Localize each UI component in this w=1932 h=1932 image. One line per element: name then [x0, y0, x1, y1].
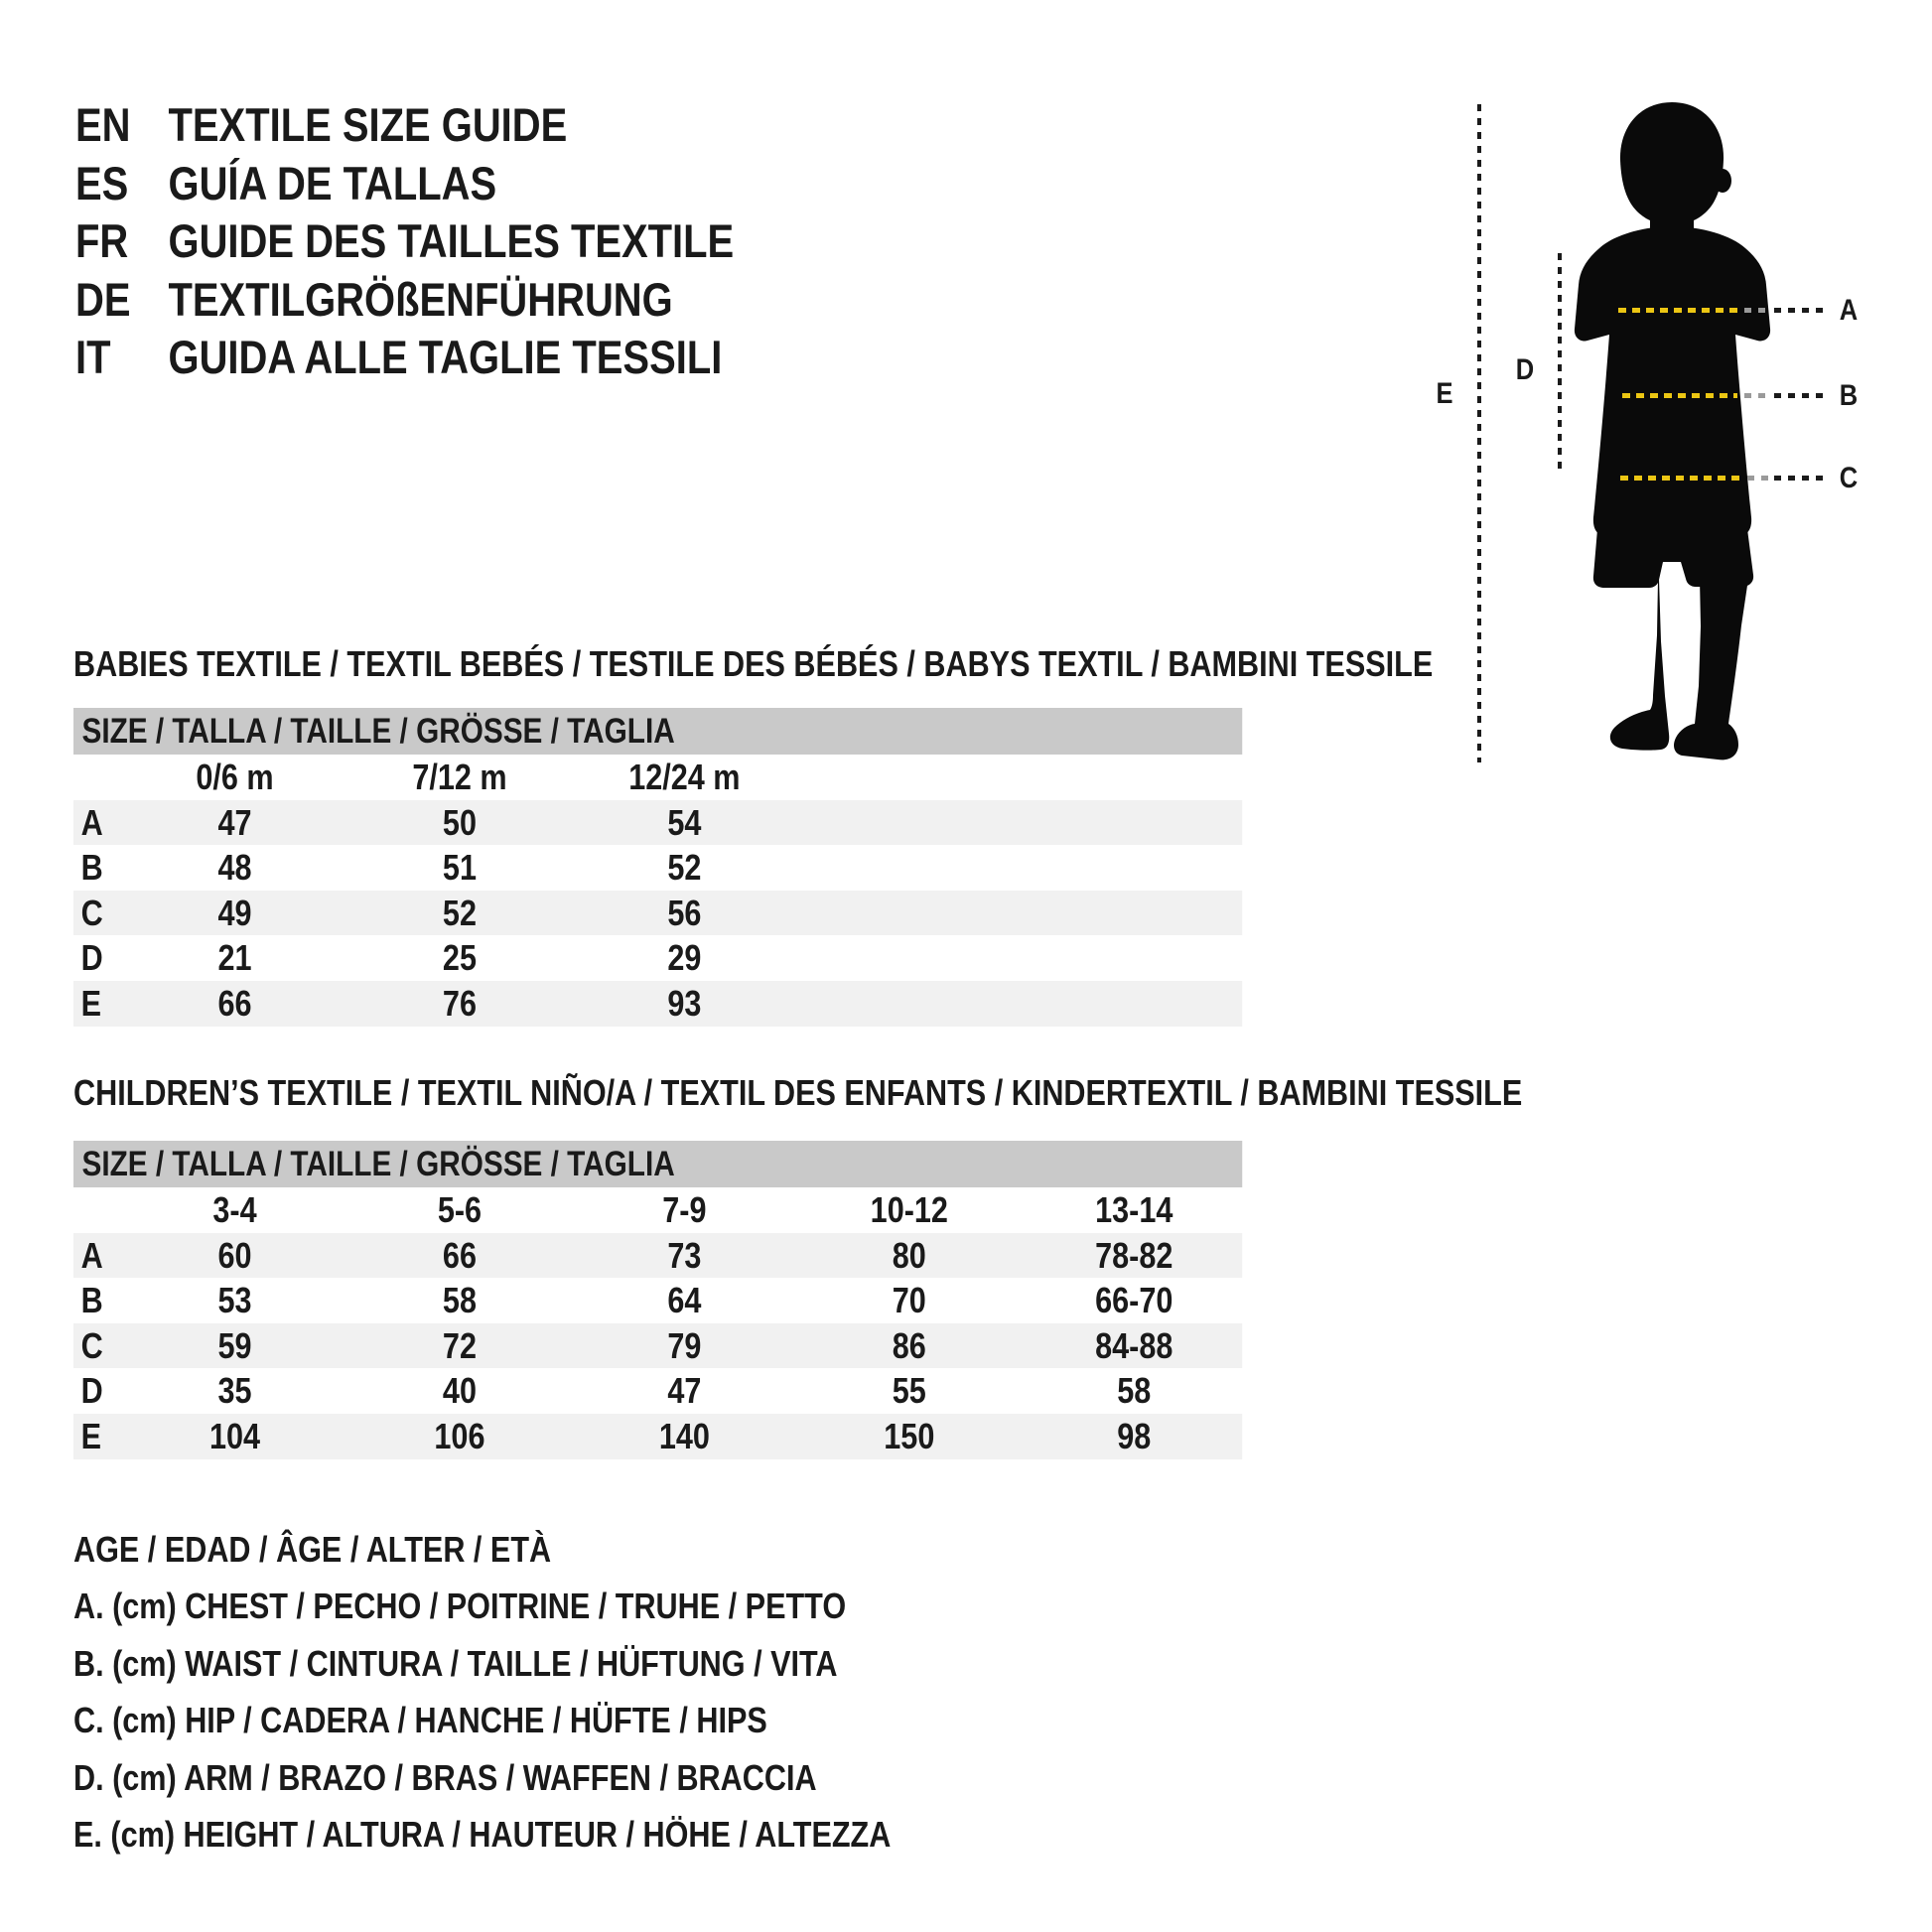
table-cell: 49 — [217, 892, 252, 933]
language-title: TEXTILGRÖßENFÜHRUNG — [168, 272, 673, 326]
legend-age: AGE / EDAD / ÂGE / ALTER / ETÀ — [73, 1529, 552, 1570]
row-label: E — [80, 982, 102, 1024]
children-table-title: CHILDREN’S TEXTILE / TEXTIL NIÑO/A / TEXTIL DES ENFANTS / KINDERTEXTIL / BAMBINI TESSILE — [73, 1072, 1523, 1113]
table-cell: 25 — [442, 937, 477, 979]
language-row-es — [75, 155, 734, 213]
children-size-header-bar: SIZE / TALLA / TAILLE / GRÖSSE / TAGLIA — [73, 1141, 1242, 1187]
language-code: DE — [75, 272, 131, 326]
children-column-header-row — [73, 1187, 1242, 1233]
column-header: 7-9 — [662, 1189, 707, 1230]
table-cell: 59 — [217, 1324, 252, 1366]
chest-line-yellow-dashes — [1618, 308, 1740, 313]
empty-corner-cell — [73, 755, 122, 800]
table-row — [73, 1323, 1242, 1369]
figure-label-a: A — [1839, 294, 1859, 327]
babies-column-header-row — [73, 755, 1242, 800]
row-label: D — [80, 937, 103, 979]
measurement-legend — [73, 1521, 891, 1863]
table-cell: 52 — [442, 892, 477, 933]
column-header: 3-4 — [212, 1189, 257, 1230]
language-row-it — [75, 329, 734, 387]
table-cell: 78-82 — [1095, 1234, 1173, 1276]
column-header: 0/6 m — [196, 757, 274, 797]
column-header: 5-6 — [437, 1189, 483, 1230]
table-row — [73, 1233, 1242, 1279]
height-measure-dotted-line-e — [1477, 104, 1481, 762]
table-row — [73, 935, 1242, 981]
legend-arm: D. (cm) ARM / BRAZO / BRAS / WAFFEN / BRACCIA — [73, 1756, 817, 1798]
row-label: A — [80, 801, 103, 843]
chest-line-black-dashes — [1774, 308, 1824, 313]
column-header: 12/24 m — [628, 757, 741, 797]
table-cell: 72 — [442, 1324, 477, 1366]
babies-size-table — [73, 643, 1434, 1027]
table-cell: 64 — [667, 1280, 702, 1321]
table-cell: 70 — [892, 1280, 926, 1321]
table-cell: 106 — [434, 1415, 485, 1456]
table-cell: 52 — [667, 847, 702, 889]
table-row — [73, 1368, 1242, 1414]
table-row — [73, 981, 1242, 1027]
waist-line-gray-dashes — [1744, 393, 1770, 398]
legend-hip: C. (cm) HIP / CADERA / HANCHE / HÜFTE / HIPS — [73, 1700, 767, 1741]
babies-table-title: BABIES TEXTILE / TEXTIL BEBÉS / TESTILE DES BÉBÉS / BABYS TEXTIL / BAMBINI TESSILE — [73, 643, 1434, 684]
hip-line-gray-dashes — [1747, 476, 1771, 481]
legend-waist: B. (cm) WAIST / CINTURA / TAILLE / HÜFTUNG / VITA — [73, 1642, 838, 1684]
waist-line-yellow-dashes — [1622, 393, 1737, 398]
waist-line-black-dashes — [1774, 393, 1824, 398]
row-label: D — [80, 1370, 103, 1412]
table-cell: 98 — [1117, 1415, 1152, 1456]
table-cell: 66-70 — [1095, 1280, 1173, 1321]
table-cell: 35 — [217, 1370, 252, 1412]
row-label: E — [80, 1415, 102, 1456]
row-label: B — [80, 847, 103, 889]
table-cell: 79 — [667, 1324, 702, 1366]
table-cell: 55 — [892, 1370, 926, 1412]
table-cell: 66 — [442, 1234, 477, 1276]
language-code: EN — [75, 98, 131, 151]
hip-line-black-dashes — [1774, 476, 1824, 481]
language-title: TEXTILE SIZE GUIDE — [168, 98, 568, 151]
chest-line-gray-dashes — [1744, 308, 1770, 313]
figure-label-d: D — [1515, 353, 1535, 386]
table-cell: 21 — [217, 937, 252, 979]
column-header: 7/12 m — [412, 757, 507, 797]
table-cell: 66 — [217, 982, 252, 1024]
empty-corner-cell — [73, 1187, 122, 1233]
table-row — [73, 1414, 1242, 1459]
row-label: A — [80, 1234, 103, 1276]
table-cell: 84-88 — [1095, 1324, 1173, 1366]
child-silhouette-icon — [1554, 99, 1792, 774]
row-label: C — [80, 892, 103, 933]
table-cell: 58 — [1117, 1370, 1152, 1412]
table-cell: 60 — [217, 1234, 252, 1276]
table-cell: 50 — [442, 801, 477, 843]
language-title: GUÍA DE TALLAS — [168, 156, 497, 209]
table-cell: 58 — [442, 1280, 477, 1321]
table-cell: 104 — [208, 1415, 261, 1456]
column-header: 13-14 — [1095, 1189, 1173, 1230]
table-cell: 93 — [667, 982, 702, 1024]
table-cell: 48 — [217, 847, 252, 889]
table-row — [73, 891, 1242, 936]
table-cell: 140 — [658, 1415, 710, 1456]
language-title: GUIDE DES TAILLES TEXTILE — [168, 214, 735, 267]
table-cell: 47 — [217, 801, 252, 843]
figure-label-e: E — [1436, 377, 1453, 410]
table-cell: 54 — [667, 801, 702, 843]
language-title: GUIDA ALLE TAGLIE TESSILI — [168, 331, 723, 383]
language-code: FR — [75, 214, 129, 267]
table-row — [73, 845, 1242, 891]
language-title-list — [75, 96, 734, 387]
table-row — [73, 1278, 1242, 1323]
column-header: 10-12 — [870, 1189, 948, 1230]
table-cell: 76 — [442, 982, 477, 1024]
table-row — [73, 800, 1242, 846]
table-cell: 56 — [667, 892, 702, 933]
row-label: C — [80, 1324, 103, 1366]
hip-line-yellow-dashes — [1620, 476, 1743, 481]
table-cell: 80 — [892, 1234, 926, 1276]
language-row-fr — [75, 212, 734, 271]
table-cell: 86 — [892, 1324, 926, 1366]
language-code: IT — [75, 331, 111, 383]
figure-label-b: B — [1839, 379, 1859, 412]
table-cell: 47 — [667, 1370, 702, 1412]
table-cell: 40 — [442, 1370, 477, 1412]
children-size-table — [73, 1072, 1523, 1459]
table-cell: 73 — [667, 1234, 702, 1276]
figure-label-c: C — [1839, 462, 1859, 494]
babies-size-header-bar: SIZE / TALLA / TAILLE / GRÖSSE / TAGLIA — [73, 708, 1242, 755]
language-code: ES — [75, 156, 129, 209]
table-cell: 53 — [217, 1280, 252, 1321]
row-label: B — [80, 1280, 103, 1321]
language-row-de — [75, 271, 734, 330]
language-row-en — [75, 96, 734, 155]
legend-chest: A. (cm) CHEST / PECHO / POITRINE / TRUHE / PETTO — [73, 1586, 847, 1627]
table-cell: 51 — [442, 847, 477, 889]
table-cell: 150 — [884, 1415, 935, 1456]
table-cell: 29 — [667, 937, 702, 979]
legend-height: E. (cm) HEIGHT / ALTURA / HAUTEUR / HÖHE / ALTEZZA — [73, 1813, 892, 1855]
